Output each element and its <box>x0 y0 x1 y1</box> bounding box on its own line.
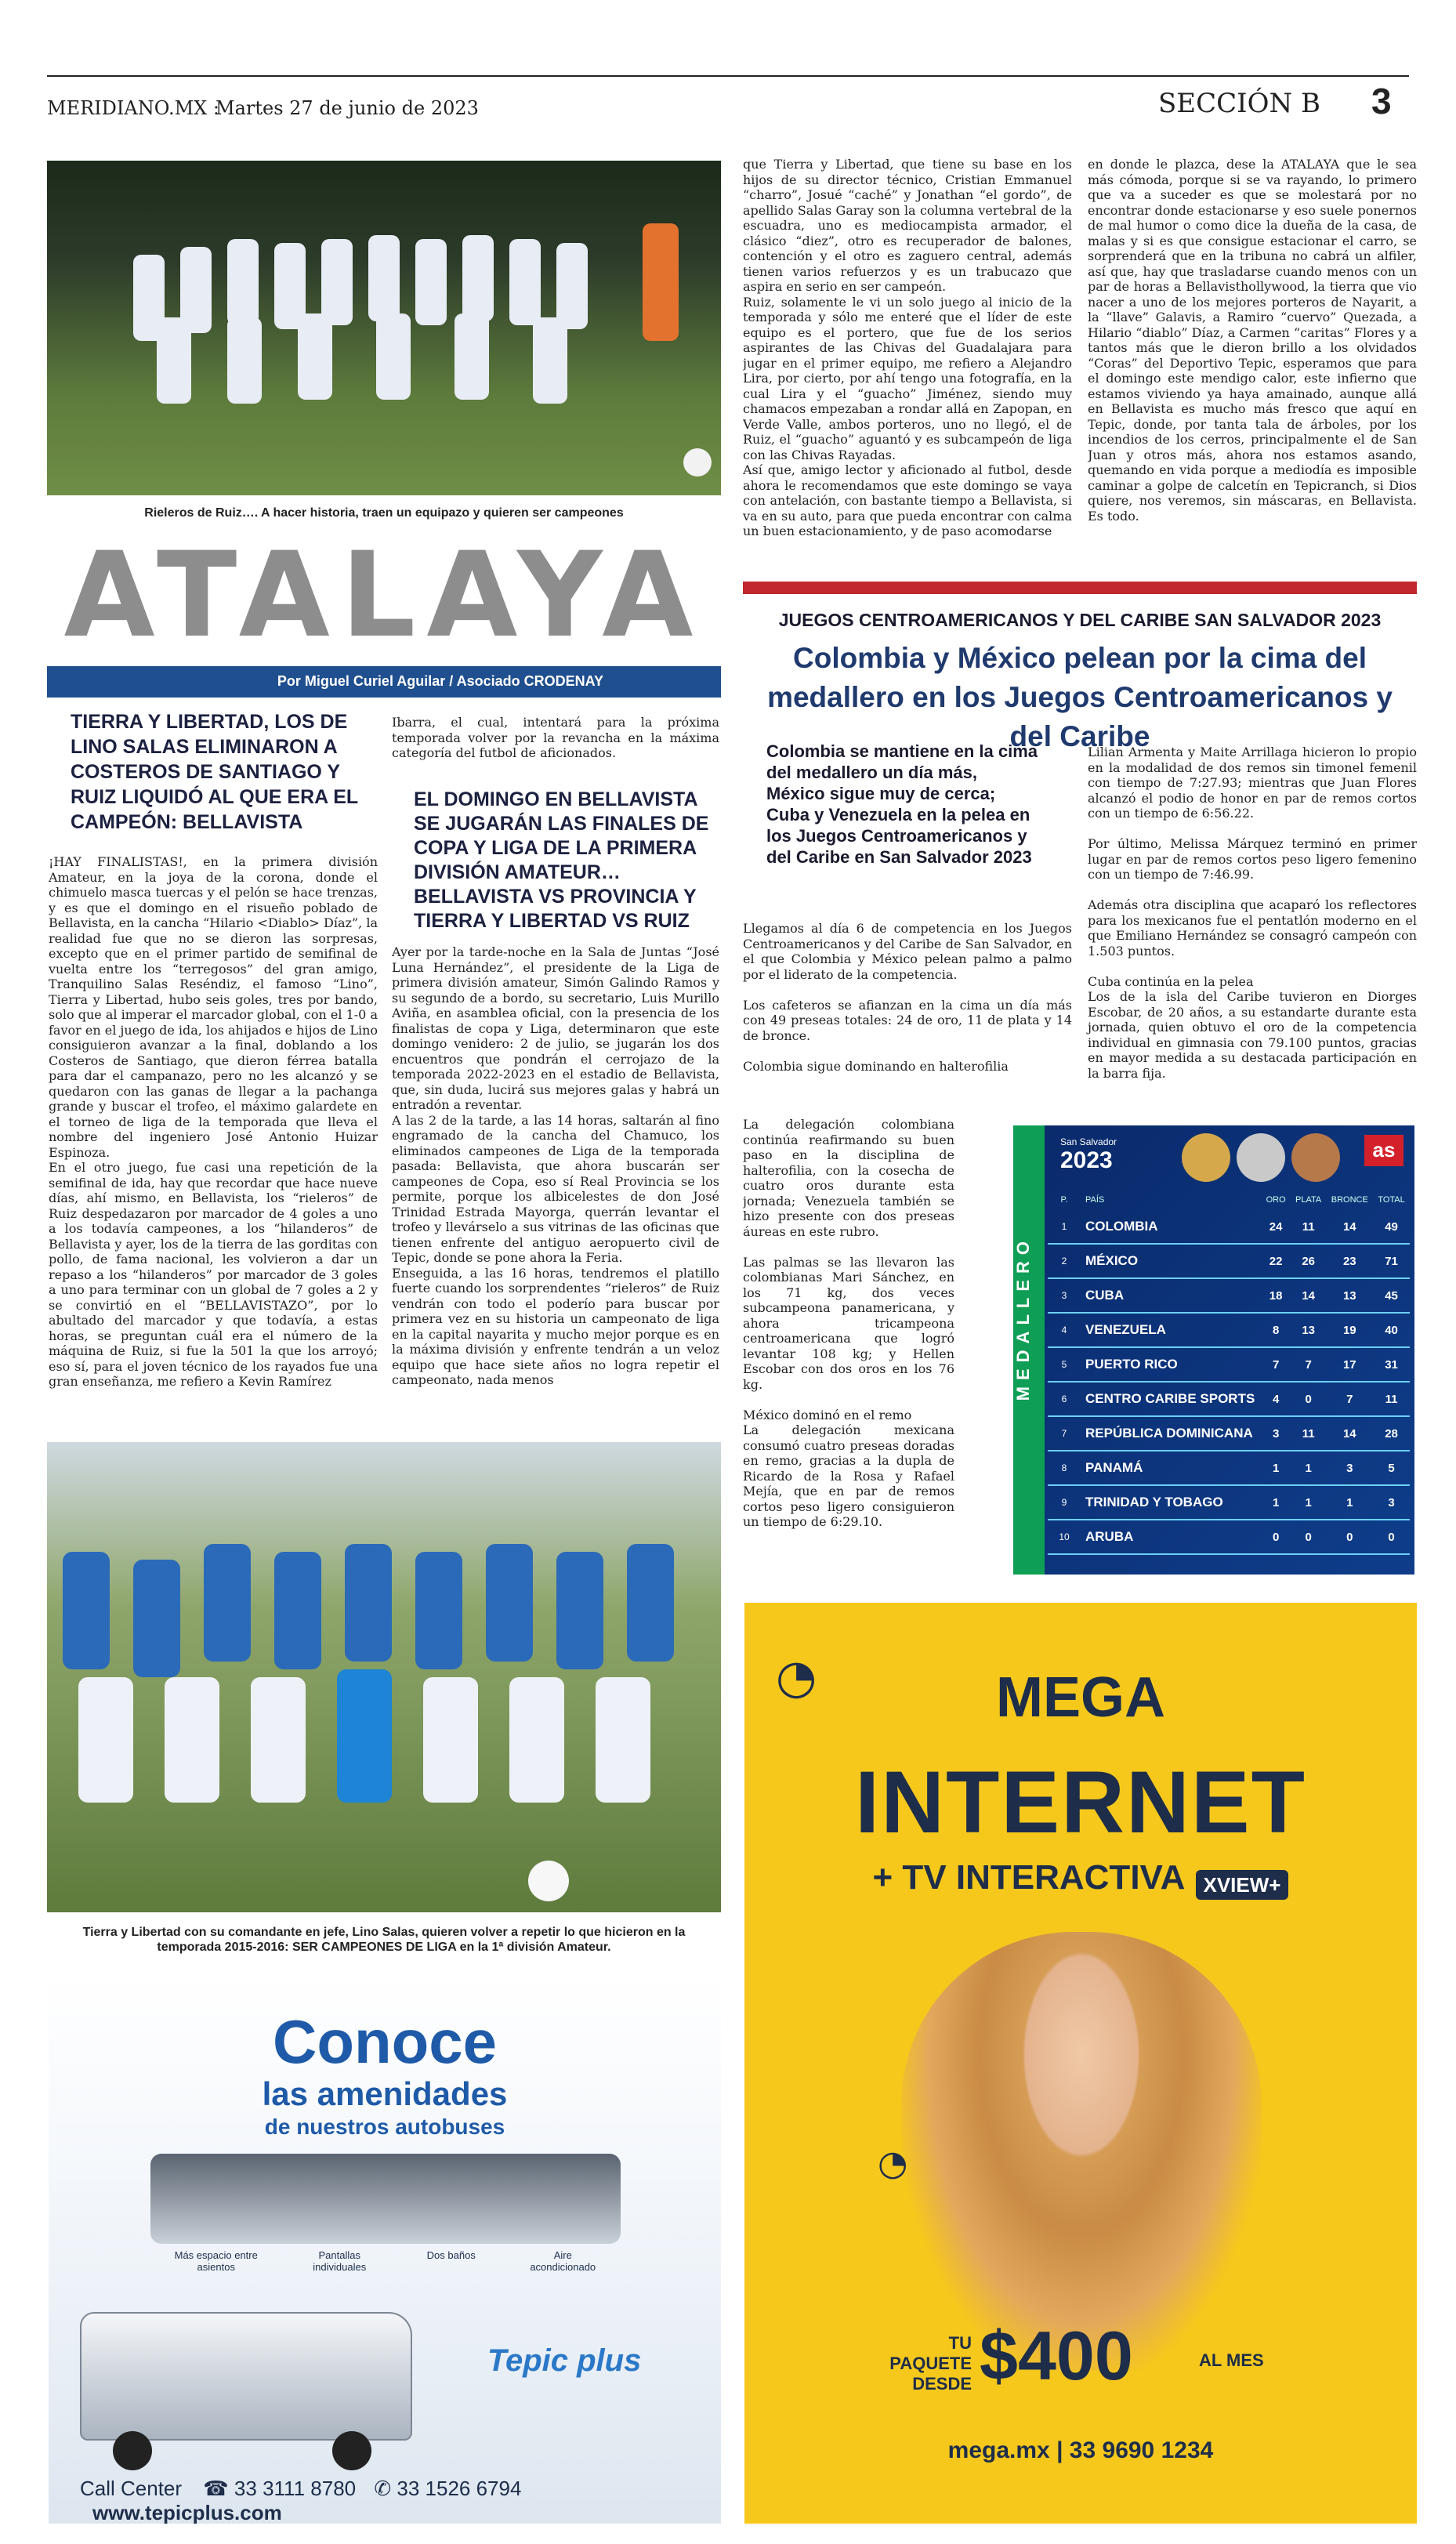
bronze-cell: 14 <box>1326 1210 1373 1244</box>
silver-cell: 1 <box>1291 1451 1327 1485</box>
country-cell: REPÚBLICA DOMINICANA <box>1081 1416 1261 1451</box>
gold-cell: 24 <box>1261 1210 1290 1244</box>
table-row <box>1048 1347 1410 1382</box>
bronze-cell: 1 <box>1326 1485 1373 1520</box>
gold-cell: 7 <box>1261 1347 1290 1382</box>
table-row <box>1048 1485 1410 1520</box>
silver-cell: 1 <box>1291 1485 1327 1520</box>
gold-cell: 0 <box>1261 1520 1290 1554</box>
rank-cell: 2 <box>1048 1244 1081 1278</box>
country-cell: PANAMÁ <box>1081 1451 1261 1485</box>
event-year: 2023 <box>1060 1147 1113 1173</box>
table-row <box>1048 1278 1410 1313</box>
story1-headline: TIERRA Y LIBERTAD, LOS DE LINO SALAS ELIMINARON A COSTEROS DE SANTIAGO Y RUIZ LIQUIDÓ AL QUE ERA EL CAMPEÓN: BELLAVISTA <box>71 711 358 833</box>
col-bronze: BRONCE <box>1331 1195 1368 1205</box>
silver-cell: 11 <box>1291 1416 1327 1451</box>
rank-cell: 6 <box>1048 1382 1081 1416</box>
story2-body: Ayer por la tarde-noche en la Sala de Juntas “José Luna Hernández”, el presidente de la Liga de primera división amateur, Simón Galindo Ramos y su segundo de a bordo, su secretario, Luis Murillo Aviña, en asamblea oficial, con la presencia de los finalistas de copa y Liga, determinaron que este domingo venidero: 2 de julio, se jugarán los dos encuentros que pondrán el cerrojazo de la temporada 2022-2023 en el estadio de Bellavista, que, sin duda, lucirá sus mejores galas y habrá un entradón a reventar. A las 2 de la tarde, a las 14 horas, saltarán al fino engramado de la cancha del Chamuco, los eliminados campeones de Liga de la temporada pasada: Bellavista, que ahora buscarán ser campeones de Copa, eso sí Real Provincia se los permite, porque los albicelestes de don José Trinidad Estrada Mayorga, querrán levantar el trofeo y llevárselo a sus vitrinas de las oficinas que tienen enfrente del antiguo aeropuerto civil de Tepic, donde se pone ahora la Feria. Enseguida, a las 16 horas, tendremos el platillo fuerte cuando los sorprendentes “rieleros” de Ruiz vendrán con todo el poderío para buscar por primera vez en su historia un campeonato de liga en la capital nayarita y mucho mejor porque es en la máxima división y enfrente tendrán a un veloz equipo que hace siete años no logra repetir el campeonato, nada menos <box>392 944 719 1387</box>
masthead-bar <box>47 75 1409 127</box>
gold-cell: 4 <box>1261 1382 1290 1416</box>
mega-contact[interactable]: mega.mx | 33 9690 1234 <box>947 2437 1214 2463</box>
country-cell: VENEZUELA <box>1081 1313 1261 1347</box>
gold-cell: 22 <box>1261 1244 1290 1278</box>
rank-cell: 8 <box>1048 1451 1081 1485</box>
silver-cell: 0 <box>1291 1520 1327 1554</box>
feature-legroom: Más espacio entre asientos <box>174 2249 258 2273</box>
medal-table <box>1048 1190 1410 1555</box>
column-logo: ATALAYA <box>63 527 704 664</box>
table-row <box>1048 1244 1410 1278</box>
games-deck: Colombia se mantiene en la cima del medallero un día más, México sigue muy de cerca; Cuba y Venezuela en la pelea en los Juegos Centroamericanos y del Caribe en San Salvador 2023 <box>766 741 1038 867</box>
table-row <box>1048 1451 1410 1485</box>
table-row <box>1048 1520 1410 1554</box>
bronze-cell: 19 <box>1326 1313 1373 1347</box>
gold-medal-icon <box>1182 1133 1230 1182</box>
silver-cell: 13 <box>1291 1313 1327 1347</box>
silver-cell: 7 <box>1291 1347 1327 1382</box>
whatsapp-icon: ✆ <box>374 2477 392 2500</box>
bronze-cell: 17 <box>1326 1347 1373 1382</box>
wifi-icon-small: ◔ <box>878 2144 908 2183</box>
byline-bar <box>47 666 721 698</box>
price-label-1: TU PAQUETE <box>889 2333 972 2373</box>
team-photo-2-illustration <box>47 1442 721 1912</box>
phone-icon: ☎ <box>203 2477 229 2500</box>
games-kicker: JUEGOS CENTROAMERICANOS Y DEL CARIBE SAN SALVADOR 2023 <box>778 610 1382 630</box>
silver-medal-icon <box>1237 1133 1285 1182</box>
feature-air: Aire acondicionado <box>530 2249 596 2273</box>
bronze-cell: 7 <box>1326 1382 1373 1416</box>
tepic-plus-logo: Tepic plus <box>487 2343 642 2378</box>
team-photo-illustration <box>47 161 721 495</box>
tepic-plus-ad[interactable] <box>49 1975 721 2524</box>
total-cell: 40 <box>1373 1313 1410 1347</box>
ad-subtitle-2: de nuestros autobuses <box>264 2115 505 2139</box>
price-label-2: DESDE <box>912 2374 972 2394</box>
total-cell: 49 <box>1373 1210 1410 1244</box>
country-cell: CENTRO CARIBE SPORTS <box>1081 1382 1261 1416</box>
silver-cell: 0 <box>1291 1382 1327 1416</box>
top-photo-caption: Rieleros de Ruiz…. A hacer historia, traen un equipazo y quieren ser campeones <box>144 506 624 520</box>
medal-table-graphic <box>1013 1125 1414 1575</box>
games-right-col: Lilian Armenta y Maite Arrillaga hicieron lo propio en la modalidad de dos remos sin timonel femenil con tiempo de 7:27.93; mientras que Juan Flores alcanzó el podio de honor en par de remos cortos con un tiempo de 6:56.22. Por último, Melissa Márquez terminó en primer lugar en par de remos cortos peso ligero femenino con un tiempo de 7:46.99. Además otra disciplina que acaparó los reflectores para los mexicanos fue el pentatlón moderno en el que Emiliano Hernández se consagró campeón con 1.503 puntos. Cuba continúa en la pelea Los de la isla del Caribe tuvieron en Diorges Escobar, de 20 años, a su estandarte durante esta jornada, quien obtuvo el oro de la competencia individual en gimnasia con 79.100 puntos, gracias en mayor medida a su destacada participación en la barra fija. <box>1088 745 1417 1081</box>
gold-cell: 1 <box>1261 1451 1290 1485</box>
col-silver: PLATA <box>1295 1195 1322 1205</box>
bronze-cell: 3 <box>1326 1451 1373 1485</box>
silver-cell: 14 <box>1291 1278 1327 1313</box>
rank-cell: 4 <box>1048 1313 1081 1347</box>
country-cell: COLOMBIA <box>1081 1210 1261 1244</box>
rank-cell: 7 <box>1048 1416 1081 1451</box>
website-link[interactable]: www.tepicplus.com <box>92 2501 282 2524</box>
bronze-cell: 14 <box>1326 1416 1373 1451</box>
bronze-medal-icon <box>1291 1133 1340 1182</box>
bus-image <box>80 2312 412 2441</box>
medal-vertical-strip <box>1013 1125 1045 1575</box>
section-label: SECCIÓN B <box>1158 88 1320 119</box>
bronze-cell: 23 <box>1326 1244 1373 1278</box>
rank-cell: 10 <box>1048 1520 1081 1554</box>
country-cell: PUERTO RICO <box>1081 1347 1261 1382</box>
total-cell: 3 <box>1373 1485 1410 1520</box>
xview-badge: XVIEW+ <box>1196 1870 1289 1900</box>
as-logo: as <box>1364 1135 1403 1166</box>
wifi-icon: ◔ <box>776 1650 817 1705</box>
silver-cell: 26 <box>1291 1244 1327 1278</box>
total-cell: 0 <box>1373 1520 1410 1554</box>
total-cell: 31 <box>1373 1347 1410 1382</box>
masthead: MERIDIANO.MX : <box>47 97 219 119</box>
mega-subline: + TV INTERACTIVA <box>872 1858 1186 1897</box>
col-total: TOTAL <box>1378 1195 1405 1205</box>
gold-cell: 18 <box>1261 1278 1290 1313</box>
mega-headline: INTERNET <box>855 1753 1306 1851</box>
mega-logo: MEGA <box>996 1666 1165 1729</box>
bus-interior-image <box>150 2154 621 2244</box>
medal-table-header <box>1048 1190 1410 1210</box>
bronze-cell: 13 <box>1326 1278 1373 1313</box>
table-row <box>1048 1416 1410 1451</box>
col-gold: ORO <box>1266 1195 1286 1205</box>
event-small: San Salvador <box>1060 1136 1117 1147</box>
call-center-label: Call Center <box>80 2477 183 2500</box>
feature-screens: Pantallas individuales <box>313 2249 367 2273</box>
contact-bar <box>80 2477 707 2524</box>
total-cell: 71 <box>1373 1244 1410 1278</box>
silver-cell: 11 <box>1291 1210 1327 1244</box>
col4-continuation: en donde le plazca, dese la ATALAYA que le sea más cómoda, porque si se va rayando, lo primero que va a suceder es que se molestará por no encontrar donde estacionarse y eso suele ponernos de mal humor o como dice la dueña de la casa, de malas y si es que consigue estacionar el carro, se sorprenderá que en la tribuna no cabrá un alfiler, así que, hay que trasladarse cuando menos con un par de horas a Bellavisthollywood, la tierra que vio nacer a uno de los mejores porteros de Nayarit, a la “llave” Galavis, a Ramiro “cuervo” Quezada, a Hilario “diablo” Díaz, a Carmen “caritas” Flores y a tantos más que le dieron brillo a los olvidados “Coras” del Deportivo Tepic, esperamos que para el domingo este mendigo calor, este infierno que estamos viviendo ya haya amainado, aunque allá en Bellavista es mucho más fresco que aquí en Tepic, donde, por tanta tala de árboles, por los incendios de los cerros, principalmente el de San Juan y otros más, ahora nos estamos asando, quemando en vida porque a mediodía es imposible caminar a golpe de calcetín en Tepicranch, si Dios quiere, nos veremos, sin máscaras, en Bellavista. Es todo. <box>1088 157 1417 524</box>
total-cell: 45 <box>1373 1278 1410 1313</box>
total-cell: 11 <box>1373 1382 1410 1416</box>
rieleros-team-photo <box>47 161 721 495</box>
total-cell: 28 <box>1373 1416 1410 1451</box>
table-row <box>1048 1382 1410 1416</box>
ad-subtitle: las amenidades <box>262 2075 508 2112</box>
price-suffix: AL MES <box>1199 2350 1264 2370</box>
table-row <box>1048 1210 1410 1244</box>
games-left-col: Llegamos al día 6 de competencia en los Juegos Centroamericanos y del Caribe de San Salvador, en el que Colombia y México pelean palmo a palmo por el liderato de la competencia. Los cafeteros se afianzan en la cima un día más con 49 preseas totales: 24 de oro, 11 de plata y 14 de bronce. Colombia sigue dominando en halterofilia <box>743 921 1072 1074</box>
feature-list <box>150 2249 621 2281</box>
col-country: PAÍS <box>1085 1195 1105 1205</box>
bottom-photo-caption: Tierra y Libertad con su comandante en jefe, Lino Salas, quieren volver a repetir lo que hicieron en la temporada 2015-2016: SER CAMPEONES DE LIGA en la 1ª división Amateur. <box>82 1926 686 1954</box>
country-cell: ARUBA <box>1081 1520 1261 1554</box>
event-logo <box>1060 1136 1117 1174</box>
gold-cell: 1 <box>1261 1485 1290 1520</box>
col2-continuation: Ibarra, el cual, intentará para la próxima temporada volver por la revancha en la máxima categoría del futbol de aficionados. <box>392 715 719 760</box>
gold-cell: 8 <box>1261 1313 1290 1347</box>
games-headline: Colombia y México pelean por la cima del medallero en los Juegos Centroamericanos y del Caribe <box>767 642 1393 752</box>
byline: Por Miguel Curiel Aguilar / Asociado CRODENAY <box>277 673 603 689</box>
country-cell: TRINIDAD Y TOBAGO <box>1081 1485 1261 1520</box>
ad-title: Conoce <box>272 2007 498 2076</box>
country-cell: CUBA <box>1081 1278 1261 1313</box>
phone-2[interactable]: 33 1526 6794 <box>397 2477 522 2500</box>
story2-headline: EL DOMINGO EN BELLAVISTA SE JUGARÁN LAS FINALES DE COPA Y LIGA DE LA PRIMERA DIVISIÓN AMATEUR… BELLAVISTA VS PROVINCIA Y TIERRA Y LIBERTAD VS RUIZ <box>414 788 709 932</box>
section-rule <box>743 582 1417 594</box>
table-row <box>1048 1313 1410 1347</box>
spokesperson-image <box>901 1932 1262 2371</box>
games-left-col-b: La delegación colombiana continúa reafirmando su buen paso en la disciplina de halterofilia, con la cosecha de cuatro oros durante esta jornada; Venezuela también se hizo presente con dos preseas áureas en este rubro. Las palmas se las llevaron las colombianas Mari Sánchez, en los 71 kg, dos veces subcampeona panamericana, y ahora tricampeona centroamericana que logró levantar 108 kg; y Hellen Escobar con dos oros en los 76 kg. México dominó en el remo La delegación mexicana consumó cuatro preseas doradas en remo, gracias a la dupla de Ricardo de la Rosa y Rafael Mejía, que en par de remos cortos peso ligero consiguieron un tiempo de 6:29.10. <box>743 1117 954 1529</box>
bronze-cell: 0 <box>1326 1520 1373 1554</box>
tierra-y-libertad-team-photo <box>47 1442 721 1912</box>
col3-continuation: que Tierra y Libertad, que tiene su base en los hijos de su director técnico, Cristian Emmanuel “charro”, Josué “caché” y Jonathan “el gordo”, de apellido Salas Garay son la columna vertebral de la escuadra, uno es mediocampista armador, el clásico “diez”, otro es recuperador de balones, contención y el otro es zaguero central, además tienen varios refuerzos y es un trabucazo que aspira en serio en ser campeón. Ruiz, solamente le vi un solo juego al inicio de la temporada y sólo me enteré que el líder de este equipo es el portero, que fue de los serios aspirantes de las Chivas del Guadalajara para jugar en el primer equipo, me refiero a Alejandro Lira, por cierto, por ahí tengo una fotografía, en la cual Lira y el “guacho” Jiménez, siendo muy chamacos empezaban a rondar allá en Zapopan, en Verde Valle, ambos porteros, uno no llegó, el de Ruiz, el “guacho” aguantó y es subcampeón de liga con las Chivas Rayadas. Así que, amigo lector y aficionado al futbol, desde ahora le recomendamos que este domingo se vaya con antelación, con bastante tiempo a Bellavista, si va en su auto, para que pueda encontrar con calma un buen estacionamiento, y de paso acomodarse <box>743 157 1072 538</box>
total-cell: 5 <box>1373 1451 1410 1485</box>
gold-cell: 3 <box>1261 1416 1290 1451</box>
phone-1[interactable]: 33 3111 8780 <box>234 2477 357 2500</box>
price-block <box>870 2316 1309 2410</box>
country-cell: MÉXICO <box>1081 1244 1261 1278</box>
col-rank: P. <box>1060 1195 1068 1205</box>
feature-restrooms: Dos baños <box>426 2249 476 2261</box>
rank-cell: 9 <box>1048 1485 1081 1520</box>
rank-cell: 1 <box>1048 1210 1081 1244</box>
publication-date: Martes 27 de junio de 2023 <box>216 97 479 119</box>
medal-vertical-label: MEDALLERO <box>1013 1235 1033 1401</box>
rank-cell: 5 <box>1048 1347 1081 1382</box>
mega-ad[interactable] <box>744 1603 1417 2524</box>
story1-body: ¡HAY FINALISTAS!, en la primera división Amateur, en la joya de la corona, donde el chimuelo masca tuercas y el pelón se hace trenzas, y es que el domingo en el risueño poblado de Bellavista, en la cancha “Hilario <Diablo> Díaz”, la realidad fue que no se dieron las sorpresas, excepto que en el primer partido de semifinal de vuelta entre los “terregosos” del gran amigo, Tranquilino Salas Reséndiz, el famoso “Lino”, Tierra y Libertad, hubo seis goles, tres por bando, solo que al imperar el marcador global, con el 1-0 a favor en el juego de ida, los ahijados e hijos de Lino consiguieron avanzar a la final, doblando a los Costeros de Santiago, que dieron férrea batalla para dar el campanazo, pero no les alcanzó y se quedaron con las ganas de llegar a la pachanga grande y buscar el trofeo, el máximo galardete en el torneo de liga de la temporada que lleva el nombre del ingeniero José Antonio Huizar Espinoza. En el otro juego, fue casi una repetición de la semifinal de ida, hay que recordar que hace nueve días, ahí mismo, en Bellavista, los “rieleros” de Ruiz despedazaron por marcador de 4 goles a uno a los todavía campeones, a los “hilanderos” de Bellavista y ayer, los de la tierra de las gorditas con pollo, de fama nacional, les volvieron a dar un repaso a los “hilanderos” por marcador de 3 goles a uno para terminar con un global de 7 goles a 2 y se convirtió en el “BELLAVISTAZO”, por lo abultado del marcador y que todavía, a estas horas, se preguntan cuál era el número de la máquina de Ruiz, si fue la 501 la que los arroyó; eso sí, para el joven técnico de los rayados fue una gran enseñanza, me refiero a Kevin Ramírez <box>49 854 378 1389</box>
rank-cell: 3 <box>1048 1278 1081 1313</box>
price-value: $400 <box>980 2317 1133 2394</box>
page-number: 3 <box>1371 81 1392 121</box>
mega-subline-row <box>744 1858 1417 1897</box>
